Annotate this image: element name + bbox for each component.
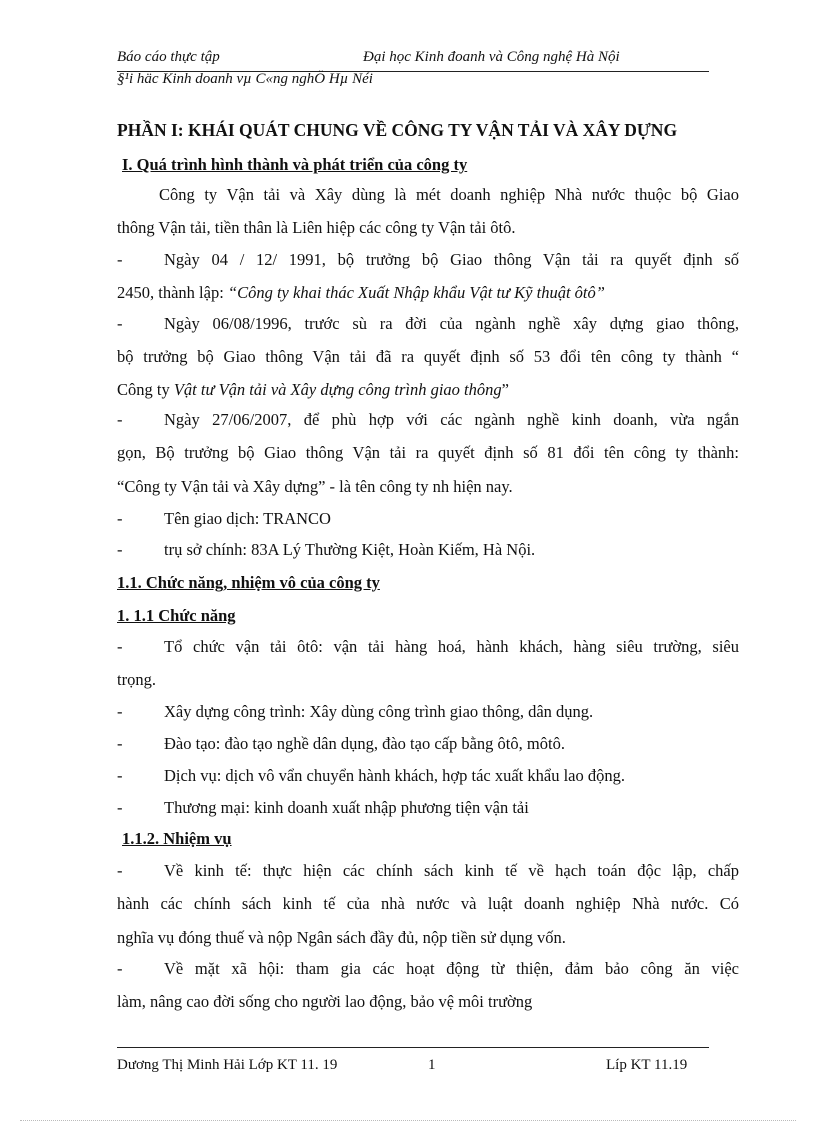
text-line: Tên giao dịch: TRANCO xyxy=(164,509,331,528)
list-item xyxy=(117,798,737,822)
header-line-2: §¹i häc Kinh doanh vµ C«ng nghÖ Hµ Néi xyxy=(117,71,373,87)
bullet-dash: - xyxy=(117,314,123,333)
header-left: Báo cáo thực tập xyxy=(117,49,220,65)
list-item xyxy=(117,540,737,564)
text-line: trụ sở chính: 83A Lý Thường Kiệt, Hoàn Kiếm, Hà Nội. xyxy=(164,540,536,559)
list-item xyxy=(117,637,737,697)
footer-author: Dương Thị Minh Hải Lớp KT 11. 19 xyxy=(117,1057,338,1073)
text-plain: ” xyxy=(501,380,509,399)
list-item xyxy=(117,314,737,414)
text-line: Ngày 27/06/2007, để phù hợp với các ngành nghề kinh doanh, vừa ngắn xyxy=(164,410,739,429)
text-line: Ngày 04 / 12/ 1991, bộ trưởng bộ Giao thông Vận tải ra quyết định số xyxy=(164,250,739,269)
header-right: Đại học Kinh đoanh và Công nghệ Hà Nội xyxy=(363,49,620,65)
text-line: nghĩa vụ đóng thuế và nộp Ngân sách đầy đủ, nộp tiền sử dụng vốn. xyxy=(117,928,566,947)
footer-rule xyxy=(117,1047,709,1048)
list-item xyxy=(117,702,737,726)
text-italic: “Công ty khai thác Xuất Nhập khẩu Vật tư Kỹ thuật ôtô” xyxy=(227,283,605,302)
list-item xyxy=(117,959,737,1019)
text-line: Thương mại: kinh doanh xuất nhập phương tiện vận tải xyxy=(164,798,529,817)
footer-class: Líp KT 11.19 xyxy=(606,1057,688,1073)
page-bottom-border xyxy=(20,1120,796,1121)
bullet-dash: - xyxy=(117,540,123,559)
bullet-dash: - xyxy=(117,509,123,528)
bullet-dash: - xyxy=(117,959,123,978)
section-heading-1-1: 1.1. Chức năng, nhiệm vô của công ty xyxy=(117,573,380,592)
text-line xyxy=(117,380,509,400)
bullet-dash: - xyxy=(117,766,123,785)
part-title: PHẦN I: KHÁI QUÁT CHUNG VỀ CÔNG TY VẬN TẢI VÀ XÂY DỰNG xyxy=(117,120,678,140)
list-item xyxy=(117,861,737,961)
text-plain: Công ty xyxy=(117,380,174,399)
text-line: trọng. xyxy=(117,670,156,689)
bullet-dash: - xyxy=(117,637,123,656)
bullet-dash: - xyxy=(117,702,123,721)
text-line: gọn, Bộ trưởng bộ Giao thông Vận tải ra quyết định số 81 đổi tên công ty thành: xyxy=(117,443,739,462)
page-number: 1 xyxy=(428,1057,436,1073)
bullet-dash: - xyxy=(117,861,123,880)
bullet-dash: - xyxy=(117,250,123,269)
list-item xyxy=(117,410,737,510)
text-italic: Vật tư Vận tải và Xây dựng công trình giao thông xyxy=(173,380,502,399)
bullet-dash: - xyxy=(117,410,123,429)
text-line: bộ trưởng bộ Giao thông Vận tải đã ra quyết định số 53 đổi tên công ty thành “ xyxy=(117,347,739,366)
bullet-dash: - xyxy=(117,798,123,817)
subsection-heading-functions: 1. 1.1 Chức năng xyxy=(117,606,236,625)
text-line: Về kinh tế: thực hiện các chính sách kinh tế về hạch toán độc lập, chấp xyxy=(164,861,739,880)
text-line: Tổ chức vận tải ôtô: vận tải hàng hoá, hành khách, hàng siêu trường, siêu xyxy=(164,637,739,656)
section-heading-1: I. Quá trình hình thành và phát triển của công ty xyxy=(122,155,468,174)
text-line xyxy=(117,283,605,303)
list-item xyxy=(117,509,737,533)
list-item xyxy=(117,250,737,320)
text-line: Dịch vụ: dịch vô vẩn chuyển hành khách, hợp tác xuất khẩu lao động. xyxy=(164,766,625,785)
text-line: Xây dựng công trình: Xây dùng công trình giao thông, dân dụng. xyxy=(164,702,594,721)
text-line: làm, nâng cao đời sống cho người lao động, bảo vệ môi trường xyxy=(117,992,533,1011)
subsection-heading-duties: 1.1.2. Nhiệm vụ xyxy=(122,829,232,848)
intro-paragraph xyxy=(117,185,739,237)
list-item xyxy=(117,734,737,758)
list-item xyxy=(117,766,737,790)
text-line: hành các chính sách kinh tế của nhà nước và luật doanh nghiệp Nhà nước. Có xyxy=(117,894,739,913)
text-line: “Công ty Vận tải và Xây dựng” - là tên công ty nh hiện nay. xyxy=(117,477,513,496)
text-line: Ngày 06/08/1996, trước sù ra đời của ngành nghề xây dựng giao thông, xyxy=(164,314,739,333)
text-line: Đào tạo: đào tạo nghề dân dụng, đào tạo cấp bằng ôtô, môtô. xyxy=(164,734,565,753)
text-line: Công ty Vận tải và Xây dùng là mét doanh nghiệp Nhà nước thuộc bộ Giao xyxy=(159,185,739,204)
bullet-dash: - xyxy=(117,734,123,753)
text-plain: 2450, thành lập: xyxy=(117,283,228,302)
text-line: Về mặt xã hội: tham gia các hoạt động từ thiện, đảm bảo công ăn việc xyxy=(164,959,739,978)
text-line: thông Vận tải, tiền thân là Liên hiệp các công ty Vận tải ôtô. xyxy=(117,218,516,237)
